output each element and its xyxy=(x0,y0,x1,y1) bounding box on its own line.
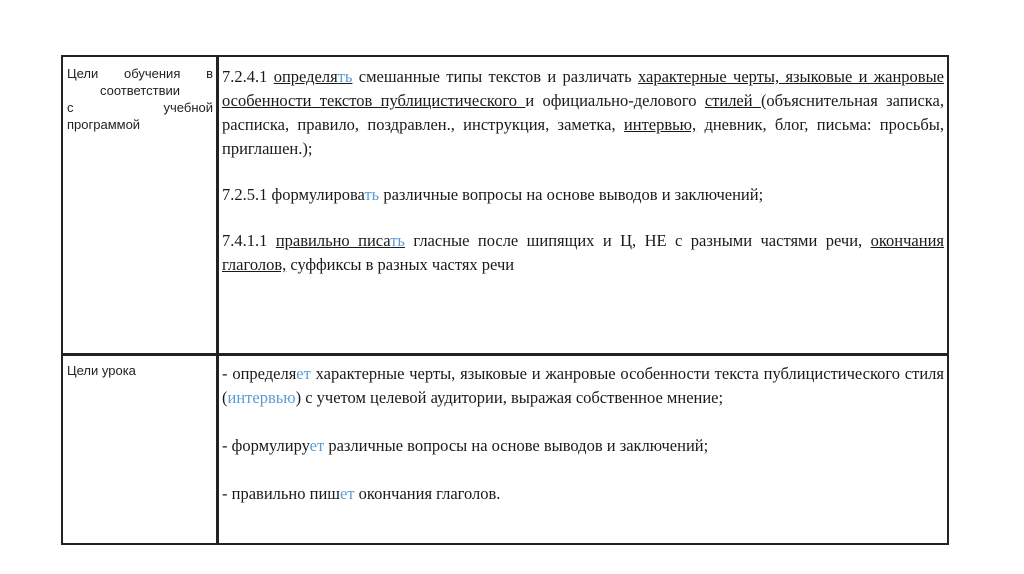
learning-goals-label: Цели обучения в соответствии с учебной программой xyxy=(67,66,213,132)
lesson-objective-1: - определяет характерные черты, языковые и жанровые особенности текста публицистического стиля (интервью) с учетом целевой аудитории, выражая собственное мнение; xyxy=(222,364,944,407)
lesson-goals-content xyxy=(222,362,944,506)
row-divider xyxy=(63,353,947,356)
learning-goals-content xyxy=(222,65,944,277)
lesson-objective-3: - правильно пишет окончания глаголов. xyxy=(222,484,501,503)
goal-7-4-1-1: 7.4.1.1 правильно писать гласные после шипящих и Ц, НЕ с разными частями речи, окончания глаголов, суффиксы в разных частях речи xyxy=(222,231,944,274)
column-divider xyxy=(216,57,219,543)
goals-table xyxy=(61,55,949,545)
lesson-objective-2: - формулирует различные вопросы на основе выводов и заключений; xyxy=(222,436,709,455)
goal-7-2-4-1: 7.2.4.1 определять смешанные типы текстов и различать характерные черты, языковые и жанровые особенности текстов публицистического и официально-делового стилей (объяснительная записка, расписка, правило, поздравлен., инструкция, заметка, интервью, дневник, блог, письма: просьбы, приглашен.); xyxy=(222,67,945,158)
lesson-goals-label: Цели урока xyxy=(67,363,136,378)
goal-7-2-5-1: 7.2.5.1 формулировать различные вопросы на основе выводов и заключений; xyxy=(222,185,764,204)
